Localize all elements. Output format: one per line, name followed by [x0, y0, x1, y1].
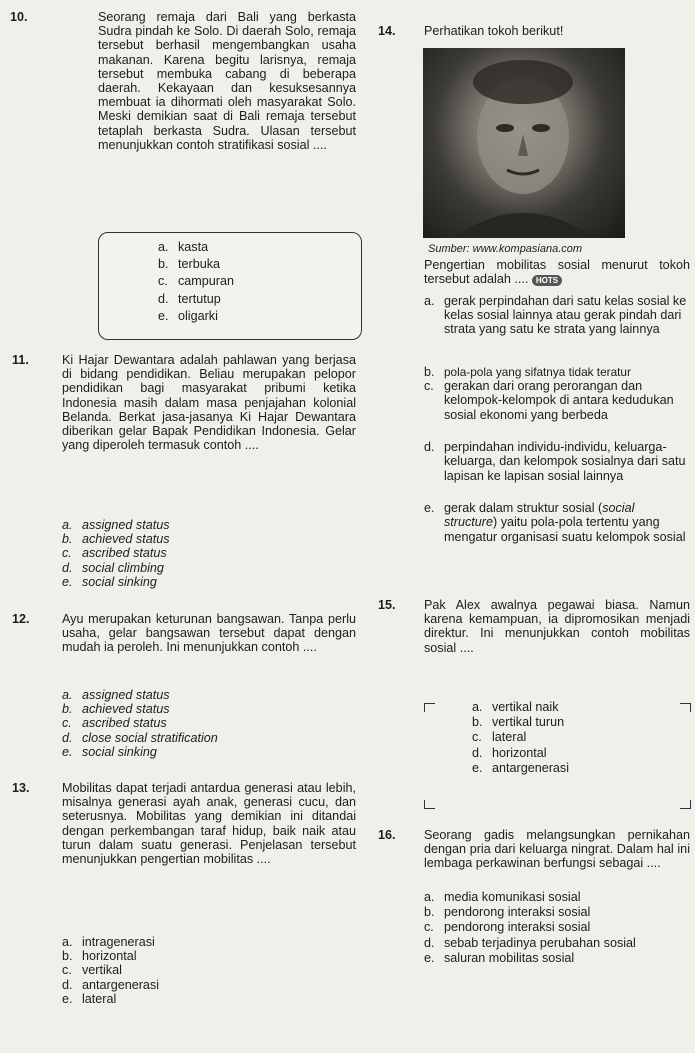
option-b[interactable]: b. vertikal turun	[472, 715, 565, 730]
question-number: 12.	[12, 612, 30, 626]
question-intro: Perhatikan tokoh berikut!	[424, 24, 564, 38]
option-b[interactable]: b. pendorong interaksi sosial	[424, 905, 591, 920]
option-c[interactable]: c. vertikal	[62, 963, 122, 978]
option-c[interactable]: c. gerakan dari orang perorangan dan kelompok-kelompok di antara kedudukan sosial ekonomi yang berbeda	[424, 379, 674, 422]
option-a[interactable]: a. media komunikasi sosial	[424, 890, 581, 904]
options-14	[424, 294, 690, 558]
option-c[interactable]: c. ascribed status	[62, 546, 167, 561]
option-a[interactable]: a. gerak perpindahan dari satu kelas sosial ke kelas sosial lainnya atau gerak pindah dari strata yang satu ke strata yang lainnya	[424, 294, 687, 337]
options-10	[158, 240, 234, 323]
question-10	[10, 10, 356, 218]
options-box-corner	[424, 800, 435, 809]
question-text: Mobilitas dapat terjadi antardua generasi atau lebih, misalnya generasi ayah anak, generasi cucu, dan seterusnya. Mobilitas yang demikian ini ditandai dengan perkembangan taraf hidup, baik naik atau turun dalam suatu generasi. Penjelasan tersebut menunjukkan pengertian mobilitas ....	[62, 781, 356, 867]
question-number: 16.	[378, 828, 396, 842]
question-text: Pak Alex awalnya pegawai biasa. Namun karena kemampuan, ia dipromosikan menjadi direktur. Ini menunjukkan contoh mobilitas sosial ....	[424, 598, 690, 655]
question-number: 14.	[378, 24, 396, 38]
option-e[interactable]: e. social sinking	[62, 744, 157, 759]
option-a[interactable]: a. vertikal naik	[472, 700, 559, 714]
option-d[interactable]: d. horizontal	[472, 745, 547, 760]
question-number: 13.	[12, 781, 30, 795]
option-e[interactable]: e. antargenerasi	[472, 760, 570, 775]
option-a[interactable]: a. assigned status	[62, 688, 170, 702]
option-c[interactable]: c. ascribed status	[62, 716, 167, 731]
tokoh-photo	[423, 48, 625, 238]
option-d[interactable]: d. close social stratification	[62, 730, 218, 745]
question-text: Ki Hajar Dewantara adalah pahlawan yang berjasa di bidang pendidikan. Beliau merupakan pelopor pendidikan bagi masyarakat pribumi ketika Indonesia masih dalam masa penjajahan kolonial Belanda. Berkat jasa-jasanya Ki Hajar Dewantara diberikan gelar Bapak Pendidikan Indonesia. Gelar yang diperoleh termasuk contoh ....	[62, 353, 356, 453]
question-16	[378, 828, 690, 886]
option-c[interactable]: c. pendorong interaksi sosial	[424, 920, 591, 935]
question-text: Seorang remaja dari Bali yang berkasta Sudra pindah ke Solo. Di daerah Solo, remaja tersebut berhasil mengembangkan usaha makanan. Karena begitu larisnya, remaja tersebut membuka cabang di beberapa daerah. Kekayaan dan kesuksesannya membuat ia dihormati oleh masyarakat Solo. Meski demikian saat di Bali remaja tersebut tetaplah berkasta Sudra. Ulasan tersebut menunjukkan contoh stratifikasi sosial ....	[98, 10, 356, 152]
option-e[interactable]: e. lateral	[62, 991, 117, 1006]
options-12	[62, 688, 218, 759]
question-15	[378, 598, 690, 655]
question-text: Pengertian mobilitas sosial menurut tokoh tersebut adalah ....	[424, 258, 690, 287]
question-number: 10.	[10, 10, 28, 24]
portrait-image	[423, 48, 625, 238]
options-15	[472, 700, 569, 775]
option-e[interactable]: e. oligarki	[158, 308, 218, 323]
question-number: 15.	[378, 598, 396, 612]
options-13	[62, 935, 159, 1006]
question-11	[12, 353, 356, 513]
photo-caption: Sumber: www.kompasiana.com	[428, 243, 583, 255]
question-number: 11.	[12, 353, 29, 367]
option-c[interactable]: c. lateral	[472, 730, 527, 745]
options-16	[424, 890, 690, 965]
question-12	[12, 612, 356, 682]
option-a[interactable]: a. kasta	[158, 240, 209, 254]
option-b[interactable]: b. pola-pola yang sifatnya tidak teratur	[424, 365, 631, 379]
option-d[interactable]: d. social climbing	[62, 560, 164, 575]
option-b[interactable]: b. terbuka	[158, 257, 221, 272]
option-b[interactable]: b. achieved status	[62, 532, 170, 547]
question-text: Seorang gadis melangsungkan pernikahan dengan pria dari keluarga ningrat. Dalam hal ini lembaga perkawinan berfungsi sebagai ....	[424, 828, 690, 871]
question-text: Ayu merupakan keturunan bangsawan. Tanpa perlu usaha, gelar bangsawan tersebut dapat dengan mudah ia peroleh. Ini menunjukkan contoh ....	[62, 612, 356, 655]
options-11	[62, 518, 170, 589]
option-d[interactable]: d. sebab terjadinya perubahan sosial	[424, 935, 636, 950]
option-d[interactable]: d. perpindahan individu-individu, keluarga-keluarga, dan kelompok sosialnya dari satu lapisan ke lapisan sosial lainnya	[424, 440, 686, 483]
options-box-corner	[424, 703, 435, 712]
options-box-corner	[680, 703, 691, 712]
question-14-body	[424, 258, 690, 286]
options-box-corner	[680, 800, 691, 809]
option-a[interactable]: a. intragenerasi	[62, 935, 155, 949]
hots-badge: HOTS	[532, 275, 562, 286]
option-c[interactable]: c. campuran	[158, 274, 235, 289]
option-b[interactable]: b. horizontal	[62, 949, 137, 964]
option-e[interactable]: e. social sinking	[62, 574, 157, 589]
option-d[interactable]: d. antargenerasi	[62, 977, 160, 992]
option-d[interactable]: d. tertutup	[158, 291, 221, 306]
option-b[interactable]: b. achieved status	[62, 702, 170, 717]
question-13	[12, 781, 356, 931]
option-e[interactable]: e. saluran mobilitas sosial	[424, 950, 575, 965]
option-a[interactable]: a. assigned status	[62, 518, 170, 532]
option-e[interactable]: e. gerak dalam struktur sosial (social structure) yaitu pola-pola tertentu yang mengatur organisasi suatu kelompok sosial	[424, 501, 686, 544]
question-14	[368, 24, 690, 38]
